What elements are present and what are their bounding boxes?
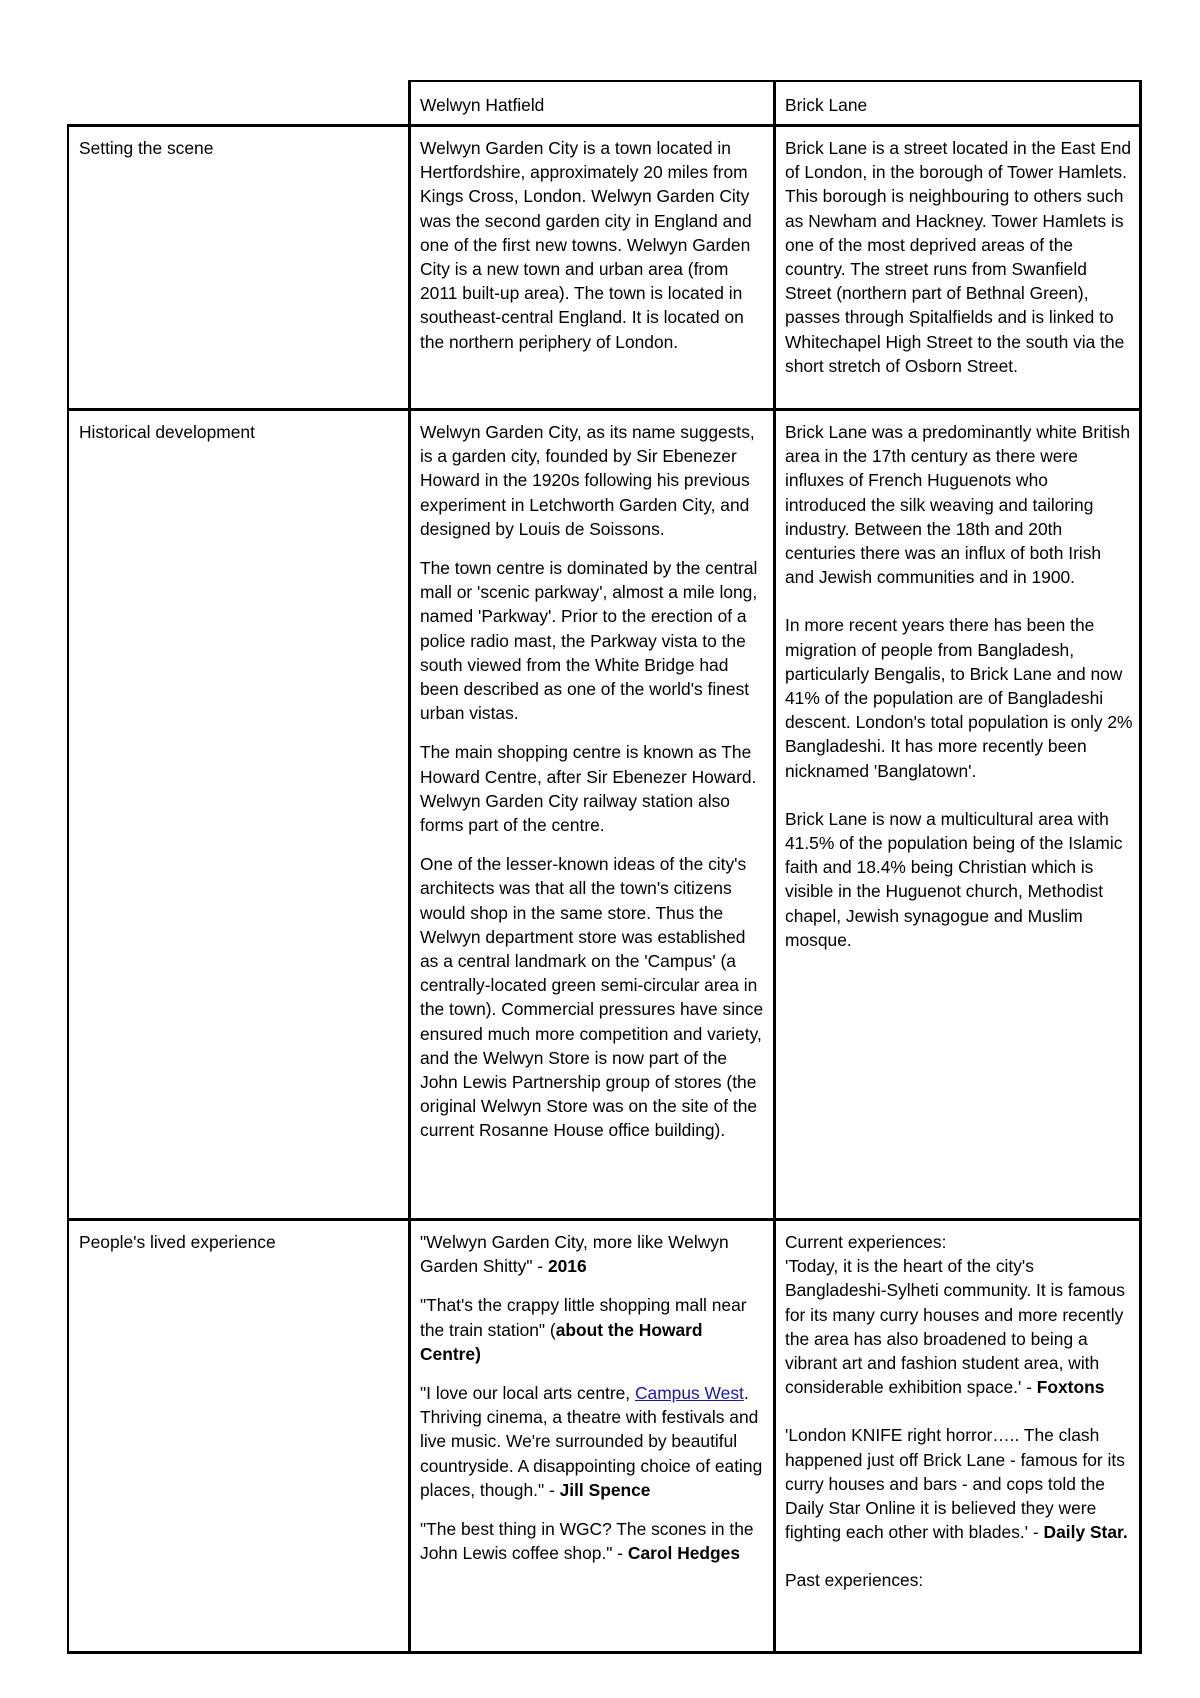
history-welwyn-paragraph: One of the lesser-known ideas of the city's architects was that all the town's citizens would shop in the same store. Thus the Welwyn department store was established as a central landmark on the 'Campus' (a centrally-located green semi-circular area in the town). Commercial pressures have since ensured much more competition and variety, and the Welwyn Store is now part of the John Lewis Partnership group of stores (the original Welwyn Store was on the site of the current Rosanne House office building). [420, 854, 764, 1141]
history-label: Historical development [79, 422, 255, 442]
history-brick-paragraph: Brick Lane is now a multicultural area with 41.5% of the population being of the Islamic faith and 18.4% being Christian which is visible in the Huguenot church, Methodist chapel, Jewish synagogue and Muslim mosque. [785, 808, 1123, 950]
table-border-col2 [773, 80, 776, 1654]
quote-2-source: about the Howard Centre) [420, 1319, 703, 1364]
header-brick-label: Brick Lane [785, 95, 868, 115]
campus-west-link[interactable]: Campus West [634, 1383, 744, 1404]
table-border-row1-bottom [67, 408, 1141, 411]
quote-4 [420, 1517, 765, 1565]
table-border-header-bottom [67, 124, 1141, 127]
table-border-col1 [408, 80, 411, 1654]
history-brick-paragraph: In more recent years there has been the migration of people from Bangladesh, particularly Bengalis, to Brick Lane and now 41% of the population are of Bangladeshi descent. London's total population is only 2% Bangladeshi. It has more recently been nicknamed 'Banglatown'. [785, 615, 1133, 781]
table-border-left [67, 124, 69, 1654]
table-border-row2-bottom [67, 1218, 1141, 1221]
setting-welwyn-cell [420, 136, 765, 354]
header-welwyn-hatfield [420, 93, 765, 117]
quote-3-text-a: "I love our local arts centre, [420, 1383, 635, 1404]
quote-2 [420, 1293, 765, 1366]
setting-label: Setting the scene [79, 138, 214, 158]
quote-1-source: 2016 [547, 1256, 587, 1277]
history-welwyn-cell [420, 420, 765, 1143]
brick-quote-2-source: Daily Star. [1043, 1522, 1128, 1543]
brick-quote-1-source: Foxtons [1036, 1377, 1105, 1398]
history-welwyn-paragraph: Welwyn Garden City, as its name suggests, is a garden city, founded by Sir Ebenezer Howard in the 1920s following his previous experiment in Letchworth Garden City, and designed by Louis de Soissons. [420, 422, 755, 539]
quote-3-source: Jill Spence [559, 1479, 651, 1500]
lived-brick-cell [785, 1230, 1133, 1593]
quote-1 [420, 1230, 765, 1278]
current-experiences-heading: Current experiences: [785, 1232, 947, 1252]
header-brick-lane [785, 93, 1133, 117]
lived-label: People's lived experience [79, 1232, 276, 1252]
row-label-setting [79, 136, 399, 160]
header-welwyn-label: Welwyn Hatfield [420, 95, 545, 115]
quote-4-source: Carol Hedges [627, 1543, 741, 1564]
quote-4-text: "The best thing in WGC? The scones in the John Lewis coffee shop." - [420, 1519, 754, 1564]
brick-quote-1-text: 'Today, it is the heart of the city's Bangladeshi-Sylheti community. It is famous for its many curry houses and more recently the area has also broadened to being a vibrant art and fashion student area, with considerable exhibition space.' - [785, 1256, 1125, 1398]
setting-brick-text: Brick Lane is a street located in the East End of London, in the borough of Tower Hamlets. This borough is neighbouring to others such as Newham and Hackney. Tower Hamlets is one of the most deprived areas of the country. The street runs from Swanfield Street (northern part of Bethnal Green), passes through Spitalfields and is linked to Whitechapel High Street to the south via the short stretch of Osborn Street. [785, 138, 1132, 376]
quote-2-text: "That's the crappy little shopping mall near the train station" ( [420, 1295, 747, 1340]
history-welwyn-paragraph: The main shopping centre is known as The Howard Centre, after Sir Ebenezer Howard. Welwyn Garden City railway station also forms part of the centre. [420, 742, 757, 836]
lived-welwyn-cell [420, 1230, 765, 1565]
brick-quote-2 [785, 1423, 1133, 1544]
table-border-bottom [67, 1651, 1141, 1654]
history-brick-cell [785, 420, 1133, 952]
setting-brick-cell [785, 136, 1133, 378]
history-welwyn-paragraph: The town centre is dominated by the central mall or 'scenic parkway', almost a mile long, named 'Parkway'. Prior to the erection of a police radio mast, the Parkway vista to the south viewed from the White Bridge had been described as one of the world's finest urban vistas. [420, 558, 758, 724]
row-label-history [79, 420, 399, 444]
table-border-right [1139, 80, 1142, 1654]
history-brick-paragraph: Brick Lane was a predominantly white British area in the 17th century as there were influxes of French Huguenots who introduced the silk weaving and tailoring industry. Between the 18th and 20th centuries there was an influx of both Irish and Jewish communities and in 1900. [785, 422, 1131, 588]
row-label-lived [79, 1230, 399, 1254]
quote-1-text: "Welwyn Garden City, more like Welwyn Garden Shitty" - [420, 1232, 729, 1277]
brick-quote-1 [785, 1254, 1133, 1399]
past-experiences-heading: Past experiences: [785, 1570, 924, 1591]
quote-3 [420, 1381, 765, 1502]
brick-quote-2-text: 'London KNIFE right horror….. The clash happened just off Brick Lane - famous for its curry houses and bars - and cops told the Daily Star Online it is believed they were fighting each other with blades.' - [785, 1425, 1125, 1543]
quote-3-text-b: . Thriving cinema, a theatre with festivals and live music. We're surrounded by beautiful countryside. A disappointing choice of eating places, though." - [420, 1383, 763, 1500]
setting-welwyn-text: Welwyn Garden City is a town located in Hertfordshire, approximately 20 miles from Kings Cross, London. Welwyn Garden City was the second garden city in England and one of the first new towns. Welwyn Garden City is a new town and urban area (from 2011 built-up area). The town is located in southeast-central England. It is located on the northern periphery of London. [420, 138, 752, 352]
